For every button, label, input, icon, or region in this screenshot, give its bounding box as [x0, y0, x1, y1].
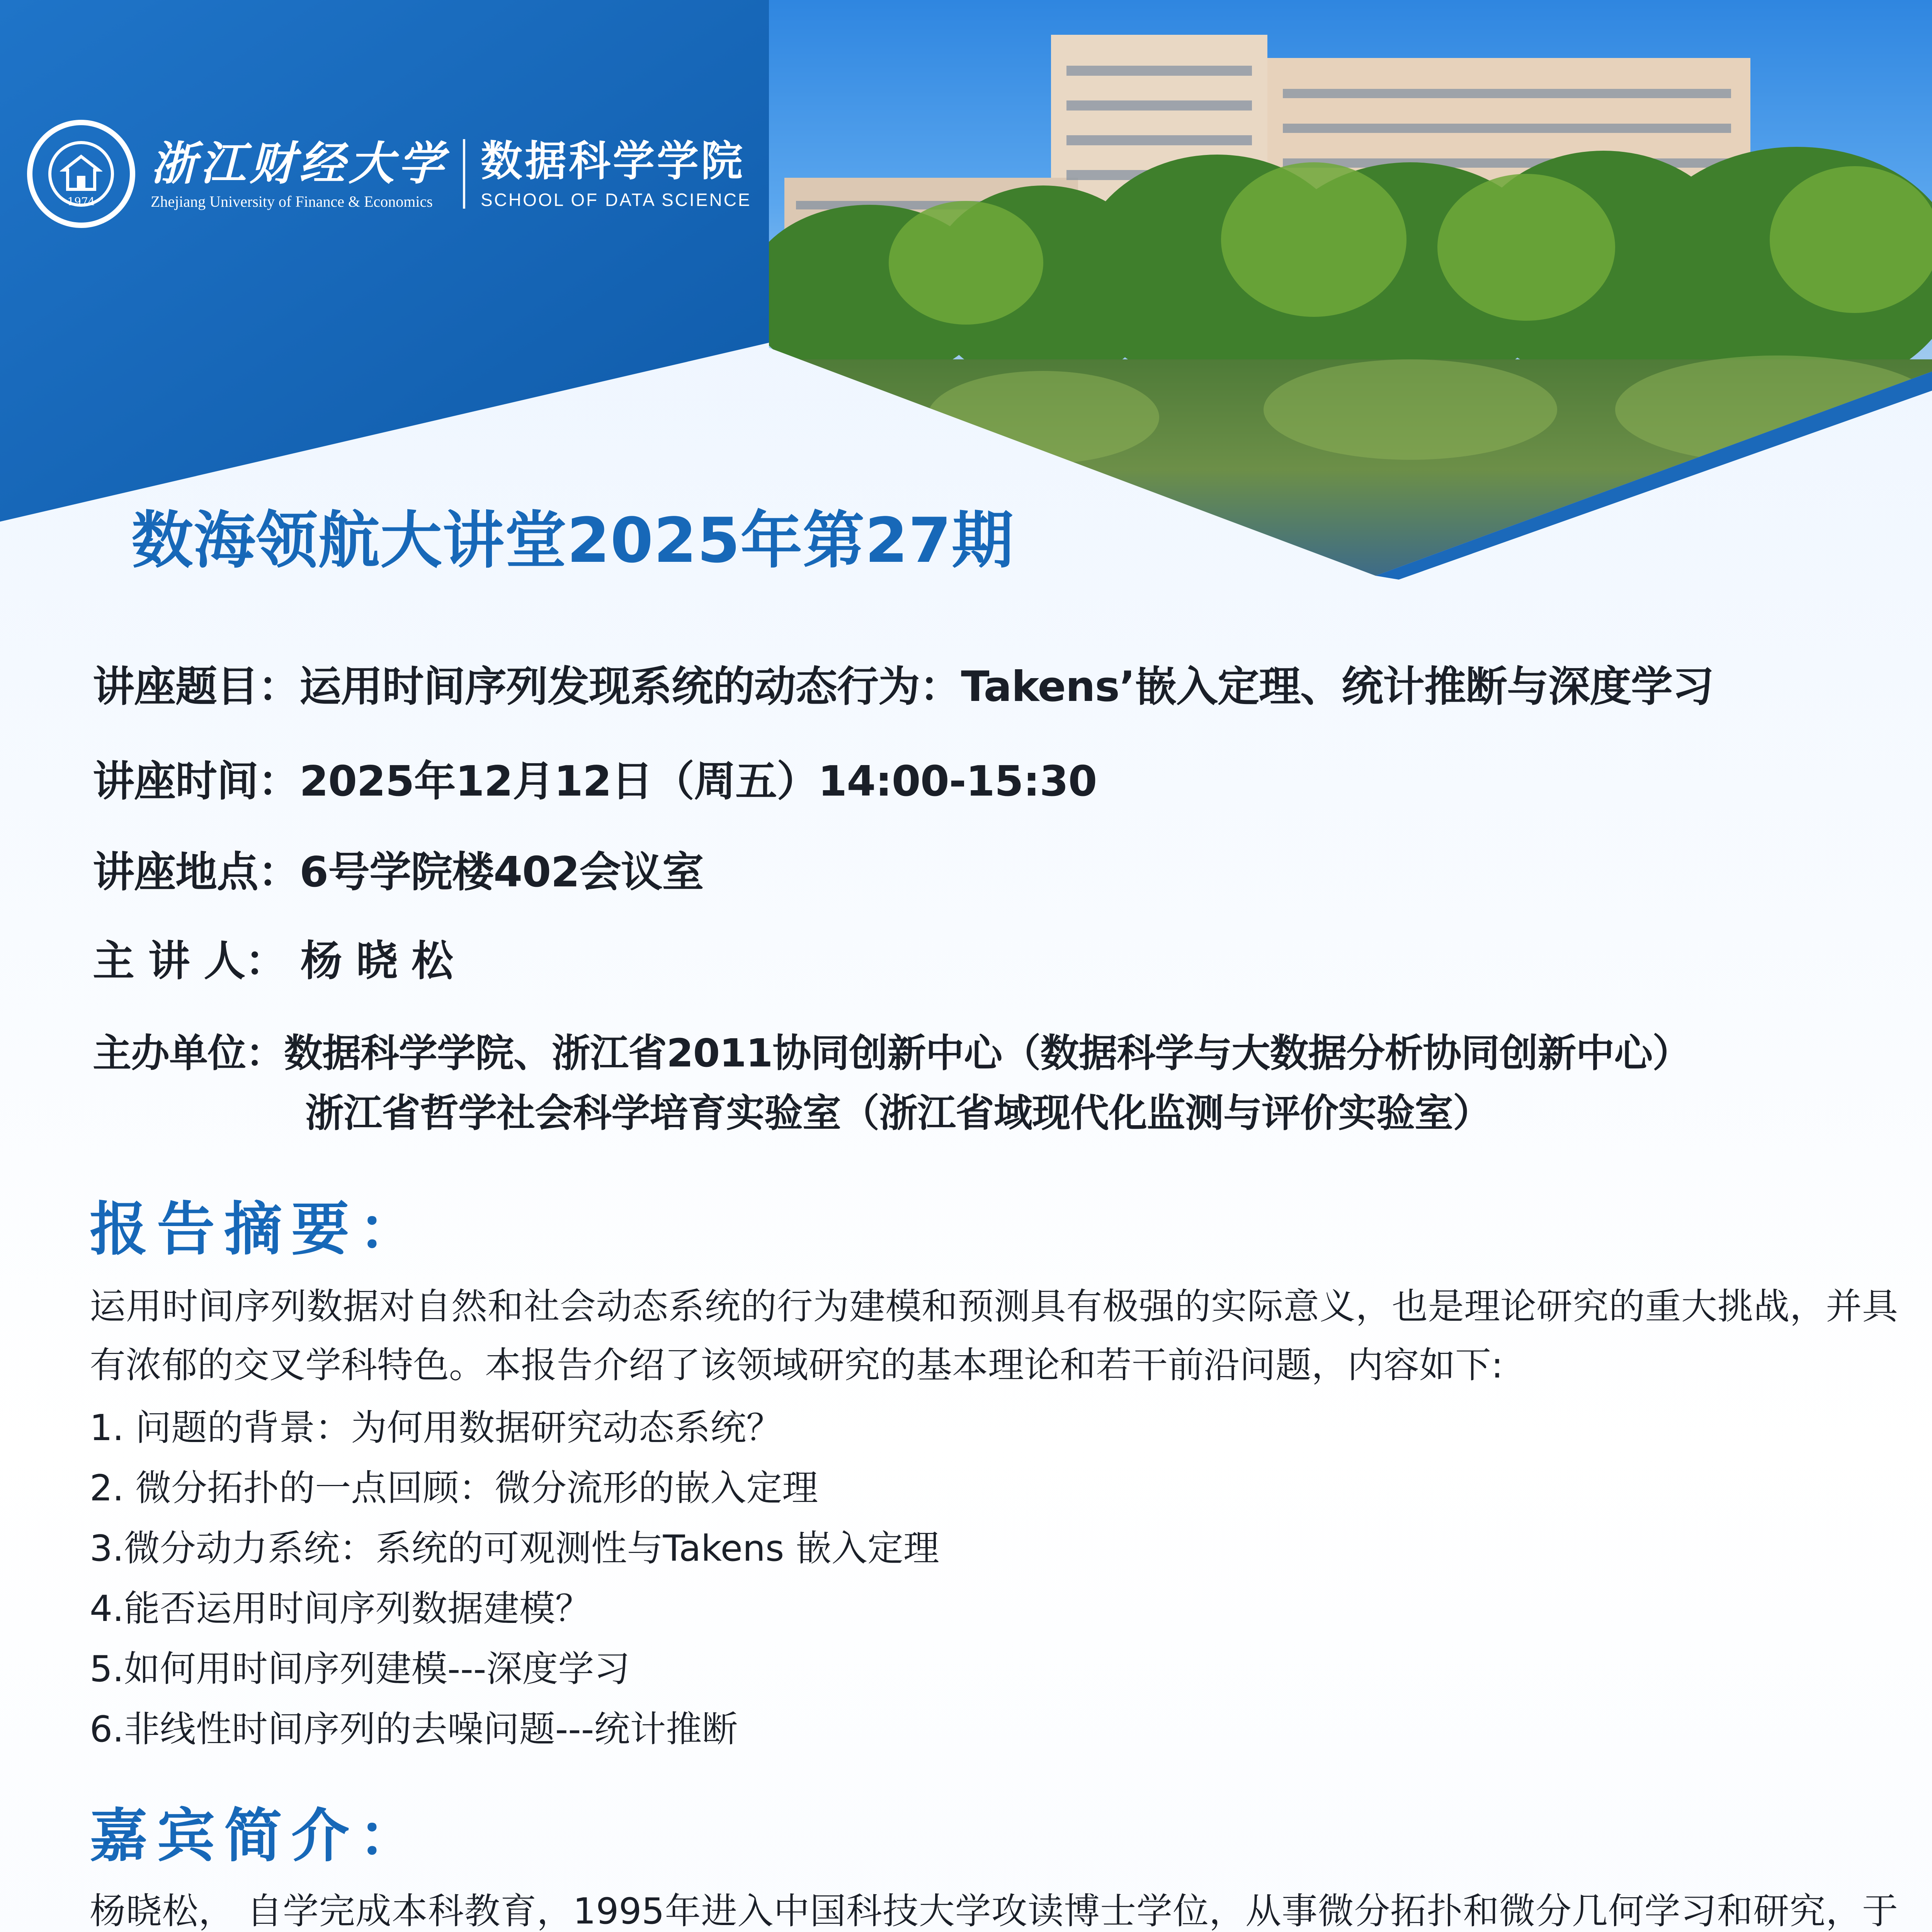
- abstract-item: 1. 问题的背景：为何用数据研究动态系统？: [90, 1407, 782, 1449]
- abstract-item: 4.能否运用时间序列数据建模？: [90, 1588, 591, 1629]
- abstract-item: 3.微分动力系统：系统的可观测性与Takens 嵌入定理: [90, 1527, 939, 1569]
- abstract-item: 2. 微分拓扑的一点回顾：微分流形的嵌入定理: [90, 1467, 818, 1509]
- lecture-time: 讲座时间：2025年12月12日（周五）14:00-15:30: [93, 757, 1097, 806]
- university-logo-block: [27, 116, 752, 232]
- school-name-en: SCHOOL OF DATA SCIENCE: [481, 190, 752, 210]
- university-name-en: Zhejiang University of Finance & Economics: [151, 193, 433, 211]
- seal-year: 1974: [67, 195, 95, 208]
- university-seal-icon: [27, 120, 135, 228]
- abstract-heading: 报告摘要：: [90, 1196, 426, 1263]
- bio-paragraph-1: 杨晓松， 自学完成本科教育，1995年进入中国科技大学攻读博士学位，从事微分拓扑和微分几何学习和研究，于: [90, 1890, 1898, 1932]
- university-name: [151, 137, 447, 211]
- abstract-intro: 运用时间序列数据对自然和社会动态系统的行为建模和预测具有极强的实际意义，也是理论研究的重大挑战，并具有浓郁的交叉学科特色。本报告介绍了该领域研究的基本理论和若干前沿问题，内容如下:: [90, 1286, 1898, 1386]
- logo-divider: [463, 139, 465, 209]
- school-name-cn: 数据科学学院: [481, 137, 745, 185]
- abstract-item: 5.如何用时间序列建模---深度学习: [90, 1648, 630, 1690]
- university-name-cn: 浙江财经大学: [151, 136, 448, 190]
- series-title: 数海领航大讲堂2025年第27期: [131, 504, 1014, 577]
- abstract-item: 6.非线性时间序列的去噪问题---统计推断: [90, 1708, 738, 1750]
- host-organizations-line2: 浙江省哲学社会科学培育实验室（浙江省域现代化监测与评价实验室）: [305, 1090, 1491, 1136]
- bio-heading: 嘉宾简介：: [90, 1803, 426, 1870]
- lecture-place: 讲座地点：6号学院楼402会议室: [93, 848, 704, 896]
- lecture-speaker: 主 讲 人： 杨 晓 松: [93, 937, 453, 985]
- lecture-topic: 讲座题目：运用时间序列发现系统的动态行为：Takens’嵌入定理、统计推断与深度学习: [93, 663, 1714, 711]
- school-name: [481, 138, 752, 210]
- host-organizations-line1: 主办单位：数据科学学院、浙江省2011协同创新中心（数据科学与大数据分析协同创新中心）: [93, 1031, 1691, 1076]
